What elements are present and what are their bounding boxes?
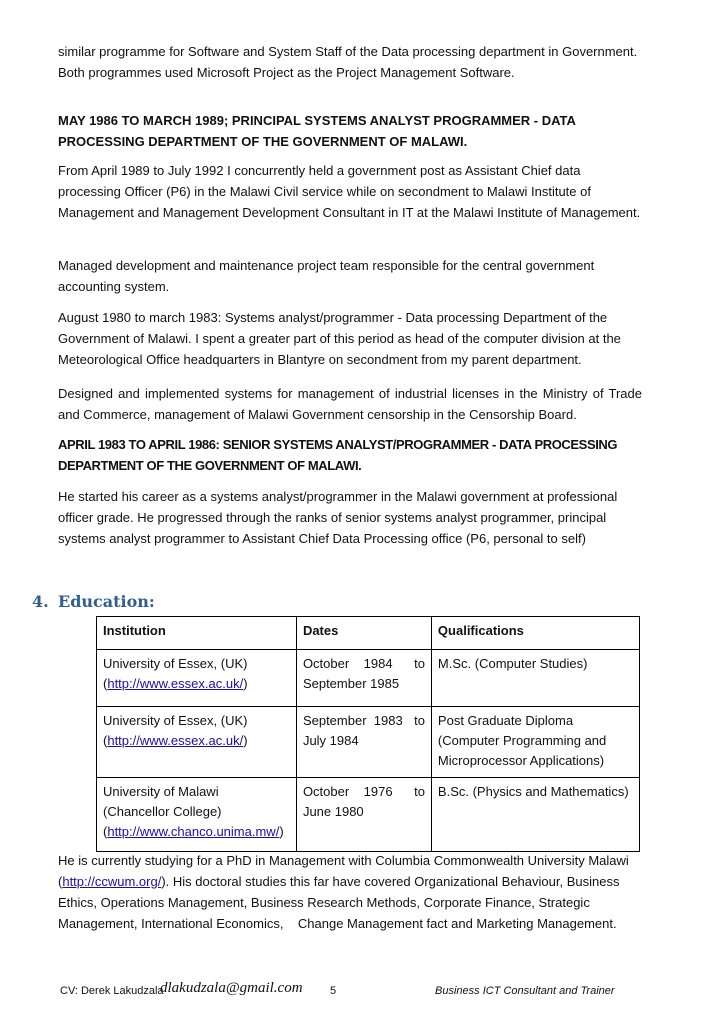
institution-name: University of Essex, (UK)	[103, 656, 248, 671]
header-dates: Dates	[296, 617, 431, 650]
date-to: to	[414, 656, 425, 671]
institution-cell	[97, 778, 297, 852]
heading-text: MAY 1986 TO MARCH 1989; PRINCIPAL SYSTEMS ANALYST PROGRAMMER - DATA PROCESSING DEPARTMENT OF THE GOVERNMENT OF MALAWI.	[58, 113, 576, 149]
paragraph-software-staff	[58, 41, 642, 83]
footer-role: Business ICT Consultant and Trainer	[435, 985, 615, 997]
institution-cell	[97, 707, 297, 778]
date-to: to	[414, 713, 425, 728]
paragraph-project-team	[58, 255, 642, 297]
qualification-cell: Post Graduate Diploma (Computer Programming and Microprocessor Applications)	[431, 707, 639, 778]
header-institution: Institution	[97, 617, 297, 650]
table-row	[97, 650, 640, 707]
education-table	[96, 616, 640, 852]
institution-subname: (Chancellor College)	[103, 804, 222, 819]
date-start: October 1976	[302, 784, 393, 799]
table-header-row	[97, 617, 640, 650]
footer-name: CV: Derek Lakudzala	[60, 985, 164, 997]
table-row	[97, 707, 640, 778]
page-number: 5	[330, 985, 337, 997]
date-end: June 1980	[302, 804, 364, 819]
date-start: September 1983	[302, 713, 403, 728]
section-number: 4.	[32, 592, 49, 611]
dates-cell	[296, 650, 431, 707]
paragraph-text: Managed development and maintenance project team responsible for the central government accounting system.	[58, 258, 595, 294]
qualification-cell: B.Sc. (Physics and Mathematics)	[431, 778, 639, 852]
date-to: to	[414, 784, 425, 799]
header-qualifications: Qualifications	[431, 617, 639, 650]
date-end: July 1984	[302, 733, 359, 748]
paren-close: )	[243, 733, 248, 748]
institution-link-line	[103, 674, 290, 694]
heading-senior-systems-analyst	[58, 434, 642, 476]
date-end: September 1985	[302, 676, 400, 691]
institution-name: University of Essex, (UK)	[103, 713, 248, 728]
paren-close: )	[279, 824, 284, 839]
date-start-line	[303, 711, 425, 731]
paragraph-text	[58, 850, 642, 934]
institution-link[interactable]: http://www.essex.ac.uk/	[107, 733, 244, 748]
paragraph-text: August 1980 to march 1983: Systems analyst/programmer - Data processing Department of the Government of Malawi. I spent a greater part of this period as head of the computer division at the Meteorological Office headquarters in Blantyre on secondment from my parent department.	[58, 310, 621, 367]
paren-open: (	[103, 676, 108, 691]
table-row	[97, 778, 640, 852]
institution-name: University of Malawi	[103, 784, 219, 799]
dates-cell	[296, 778, 431, 852]
paren-open: (	[103, 733, 108, 748]
ccwum-link[interactable]: http://ccwum.org/	[62, 874, 162, 889]
paragraph-assistant-chief	[58, 160, 642, 223]
paragraph-systems-analyst-1980	[58, 307, 642, 370]
phd-text-before: He is currently studying for a PhD in Management with Columbia Commonwealth University Malawi (	[58, 853, 629, 889]
paragraph-text: Designed and implemented systems for management of industrial licenses in the Ministry of Trade and Commerce, management of Malawi Government censorship in the Censorship Board.	[58, 386, 642, 422]
paragraph-text: From April 1989 to July 1992 I concurrently held a government post as Assistant Chief data processing Officer (P6) in the Malawi Civil service while on secondment to Malawi Institute of Management and Management Development Consultant in IT at the Malawi Institute of Management.	[58, 163, 641, 220]
phd-text-after: ). His doctoral studies this far have covered Organizational Behaviour, Business Ethics, Operations Management, Business Research Methods, Corporate Finance, Strategic Management, International Economics, Change Management fact and Marketing Management.	[58, 874, 624, 931]
education-heading	[32, 592, 155, 611]
paragraph-industrial-licenses	[58, 383, 642, 425]
paragraph-text: He started his career as a systems analyst/programmer in the Malawi government at professional officer grade. He progressed through the ranks of senior systems analyst programmer, principal systems analyst programmer to Assistant Chief Data Processing office (P6, personal to self)	[58, 489, 618, 546]
qualification-cell: M.Sc. (Computer Studies)	[431, 650, 639, 707]
institution-link[interactable]: http://www.chanco.unima.mw/	[107, 824, 280, 839]
institution-cell	[97, 650, 297, 707]
institution-link[interactable]: http://www.essex.ac.uk/	[107, 676, 244, 691]
paragraph-phd	[58, 850, 642, 934]
heading-text: APRIL 1983 TO APRIL 1986: SENIOR SYSTEMS ANALYST/PROGRAMMER - DATA PROCESSING DEPARTMENT OF THE GOVERNMENT OF MALAWI.	[58, 437, 618, 473]
date-start-line	[303, 782, 425, 802]
paragraph-career-start	[58, 486, 642, 549]
institution-link-line	[103, 731, 290, 751]
page-footer	[60, 980, 640, 1004]
heading-principal-systems-analyst	[58, 110, 642, 152]
date-start-line	[303, 654, 425, 674]
paragraph-text: similar programme for Software and System Staff of the Data processing department in Government. Both programmes used Microsoft Project as the Project Management Software.	[58, 44, 638, 80]
dates-cell	[296, 707, 431, 778]
date-start: October 1984	[302, 656, 393, 671]
footer-email: dlakudzala@gmail.com	[160, 980, 303, 996]
section-title: Education:	[58, 592, 155, 611]
institution-link-line	[103, 822, 290, 842]
paren-close: )	[243, 676, 248, 691]
paren-open: (	[103, 824, 108, 839]
